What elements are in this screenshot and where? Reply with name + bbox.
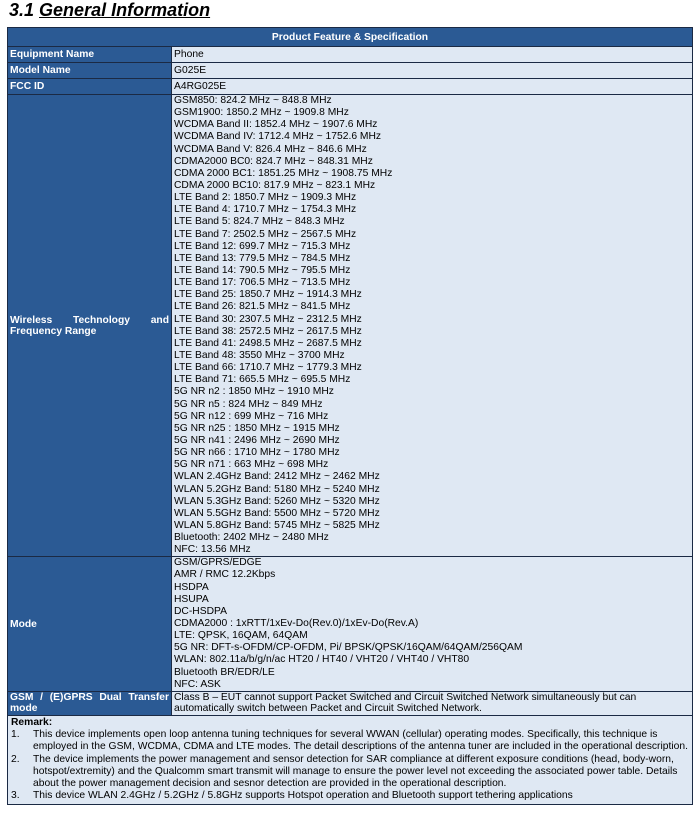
frequency-band-item: GSM850: 824.2 MHz ~ 848.8 MHz xyxy=(174,95,332,106)
label-word: Wireless xyxy=(10,314,53,326)
frequency-band-item: LTE Band 26: 821.5 MHz ~ 841.5 MHz xyxy=(174,301,351,313)
remark-title: Remark: xyxy=(11,716,53,728)
frequency-band-item: WLAN 5.3GHz Band: 5260 MHz ~ 5320 MHz xyxy=(174,495,380,507)
label-word: Transfer xyxy=(128,691,169,703)
frequency-band-item: WCDMA Band IV: 1712.4 MHz ~ 1752.6 MHz xyxy=(174,131,382,143)
product-spec-table xyxy=(7,27,693,805)
dual-transfer-value xyxy=(172,691,693,715)
frequency-band-item: LTE Band 30: 2307.5 MHz ~ 2312.5 MHz xyxy=(174,313,362,325)
label-word: Dual xyxy=(99,691,122,703)
frequency-band-item: LTE Band 66: 1710.7 MHz ~ 1779.3 MHz xyxy=(174,362,362,374)
remark-item xyxy=(11,729,689,753)
frequency-band-item: CDMA 2000 BC1: 1851.25 MHz ~ 1908.75 MHz xyxy=(174,167,393,179)
remark-text: The device implements the power management and sensor detection for SAR compliance at different exposure conditions (head, body-worn, hotspot/extremity) and the Qualcomm smart transmit will manage to ensure the power level not exceeding the associated power table. Details about the power management decision and sesnor detection are provided in the operational description. xyxy=(33,753,678,789)
frequency-band-item: GSM1900: 1850.2 MHz ~ 1909.8 MHz xyxy=(174,107,349,119)
frequency-band-item: 5G NR n25 : 1850 MHz ~ 1915 MHz xyxy=(174,422,340,434)
table-row xyxy=(8,95,693,557)
dual-transfer-line: Class B – EUT cannot support Packet Switched and Circuit Switched Network simultaneously but can xyxy=(174,691,637,703)
frequency-band-item: 5G NR n2 : 1850 MHz ~ 1910 MHz xyxy=(174,386,334,398)
frequency-band-item: LTE Band 13: 779.5 MHz ~ 784.5 MHz xyxy=(174,252,351,264)
label-word: Technology xyxy=(72,314,130,326)
frequency-band-item: LTE Band 25: 1850.7 MHz ~ 1914.3 MHz xyxy=(174,289,362,301)
remark-number: 1. xyxy=(11,729,20,741)
frequency-band-item: LTE Band 2: 1850.7 MHz ~ 1909.3 MHz xyxy=(174,192,357,204)
mode-item: HSUPA xyxy=(174,593,209,605)
frequency-band-item: 5G NR n71 : 663 MHz ~ 698 MHz xyxy=(174,459,329,471)
frequency-band-item: LTE Band 71: 665.5 MHz ~ 695.5 MHz xyxy=(174,374,351,386)
frequency-band-item: LTE Band 14: 790.5 MHz ~ 795.5 MHz xyxy=(174,264,351,276)
row-label: Model Name xyxy=(8,63,172,79)
label-word: and xyxy=(150,314,169,326)
table-row xyxy=(8,691,693,715)
remark-item xyxy=(11,790,689,802)
section-heading: 3.1 General Information xyxy=(9,0,211,20)
table-header: Product Feature & Specification xyxy=(8,28,693,47)
row-label: Wireless Technology and Frequency Range xyxy=(8,95,172,557)
mode-item: LTE: QPSK, 16QAM, 64QAM xyxy=(174,630,308,642)
mode-list xyxy=(172,557,693,692)
frequency-band-item: WLAN 5.8GHz Band: 5745 MHz ~ 5825 MHz xyxy=(174,519,380,531)
row-label: GSM / (E)GPRS Dual Transfer mode xyxy=(8,691,172,715)
frequency-band-item: CDMA2000 BC0: 824.7 MHz ~ 848.31 MHz xyxy=(174,155,373,167)
remark-number: 2. xyxy=(11,753,20,765)
table-row xyxy=(8,79,693,95)
frequency-band-item: WCDMA Band II: 1852.4 MHz ~ 1907.6 MHz xyxy=(174,119,378,131)
mode-item: HSDPA xyxy=(174,581,209,593)
remark-text: This device WLAN 2.4GHz / 5.2GHz / 5.8GHz supports Hotspot operation and Bluetooth support tethering applications xyxy=(33,790,573,802)
frequency-band-item: WCDMA Band V: 826.4 MHz ~ 846.6 MHz xyxy=(174,143,367,155)
remark-text: This device implements open loop antenna tuning techniques for several WWAN (cellular) operating modes. Specifically, this technique is employed in the GSM, WCDMA, CDMA and LTE modes. The detail descriptions of the antenna tuner are included in the operational description. xyxy=(33,729,688,753)
mode-item: DC-HSDPA xyxy=(174,605,228,617)
dual-transfer-line: automatically switch between Packet and Circuit Switched Network. xyxy=(174,703,482,715)
frequency-band-item: LTE Band 17: 706.5 MHz ~ 713.5 MHz xyxy=(174,277,351,289)
label-word: (E)GPRS xyxy=(49,691,93,703)
frequency-band-item: 5G NR n12 : 699 MHz ~ 716 MHz xyxy=(174,410,329,422)
table-row xyxy=(8,557,693,692)
frequency-band-item: LTE Band 48: 3550 MHz ~ 3700 MHz xyxy=(174,349,345,361)
label-word: / xyxy=(40,691,44,703)
frequency-band-item: WLAN 2.4GHz Band: 2412 MHz ~ 2462 MHz xyxy=(174,471,380,483)
remark-row xyxy=(8,715,693,804)
table-row xyxy=(8,63,693,79)
frequency-band-item: LTE Band 41: 2498.5 MHz ~ 2687.5 MHz xyxy=(174,337,362,349)
mode-item: GSM/GPRS/EDGE xyxy=(174,557,262,569)
fcc-id-value: A4RG025E xyxy=(172,79,693,95)
remark-number: 3. xyxy=(11,790,20,802)
frequency-band-item: CDMA 2000 BC10: 817.9 MHz ~ 823.1 MHz xyxy=(174,179,376,191)
frequency-band-item: 5G NR n5 : 824 MHz ~ 849 MHz xyxy=(174,398,323,410)
label-word: GSM xyxy=(10,691,34,703)
frequency-band-item: LTE Band 7: 2502.5 MHz ~ 2567.5 MHz xyxy=(174,228,357,240)
model-name-value: G025E xyxy=(172,63,693,79)
frequency-band-item: NFC: 13.56 MHz xyxy=(174,544,251,556)
frequency-band-item: LTE Band 38: 2572.5 MHz ~ 2617.5 MHz xyxy=(174,325,362,337)
frequency-range-list xyxy=(172,95,693,557)
mode-item: AMR / RMC 12.2Kbps xyxy=(174,569,276,581)
frequency-band-item: LTE Band 12: 699.7 MHz ~ 715.3 MHz xyxy=(174,240,351,252)
frequency-band-item: 5G NR n66 : 1710 MHz ~ 1780 MHz xyxy=(174,447,340,459)
section-title: General Information xyxy=(39,0,211,20)
mode-item: Bluetooth BR/EDR/LE xyxy=(174,666,275,678)
mode-item: NFC: ASK xyxy=(174,678,221,690)
frequency-band-item: WLAN 5.5GHz Band: 5500 MHz ~ 5720 MHz xyxy=(174,507,380,519)
mode-item: CDMA2000 : 1xRTT/1xEv-Do(Rev.0)/1xEv-Do(Rev.A) xyxy=(174,618,419,630)
mode-item: WLAN: 802.11a/b/g/n/ac HT20 / HT40 / VHT20 / VHT40 / VHT80 xyxy=(174,654,470,666)
frequency-band-item: 5G NR n41 : 2496 MHz ~ 2690 MHz xyxy=(174,434,340,446)
remark-item xyxy=(11,754,689,791)
frequency-band-item: WLAN 5.2GHz Band: 5180 MHz ~ 5240 MHz xyxy=(174,483,380,495)
row-label: Equipment Name xyxy=(8,47,172,63)
row-label: Mode xyxy=(8,557,172,692)
table-row xyxy=(8,47,693,63)
frequency-band-item: LTE Band 5: 824.7 MHz ~ 848.3 MHz xyxy=(174,216,345,228)
frequency-band-item: LTE Band 4: 1710.7 MHz ~ 1754.3 MHz xyxy=(174,204,357,216)
equipment-name-value: Phone xyxy=(172,47,693,63)
row-label: FCC ID xyxy=(8,79,172,95)
mode-item: 5G NR: DFT-s-OFDM/CP-OFDM, Pi/ BPSK/QPSK/16QAM/64QAM/256QAM xyxy=(174,642,523,654)
frequency-band-item: Bluetooth: 2402 MHz ~ 2480 MHz xyxy=(174,532,329,544)
